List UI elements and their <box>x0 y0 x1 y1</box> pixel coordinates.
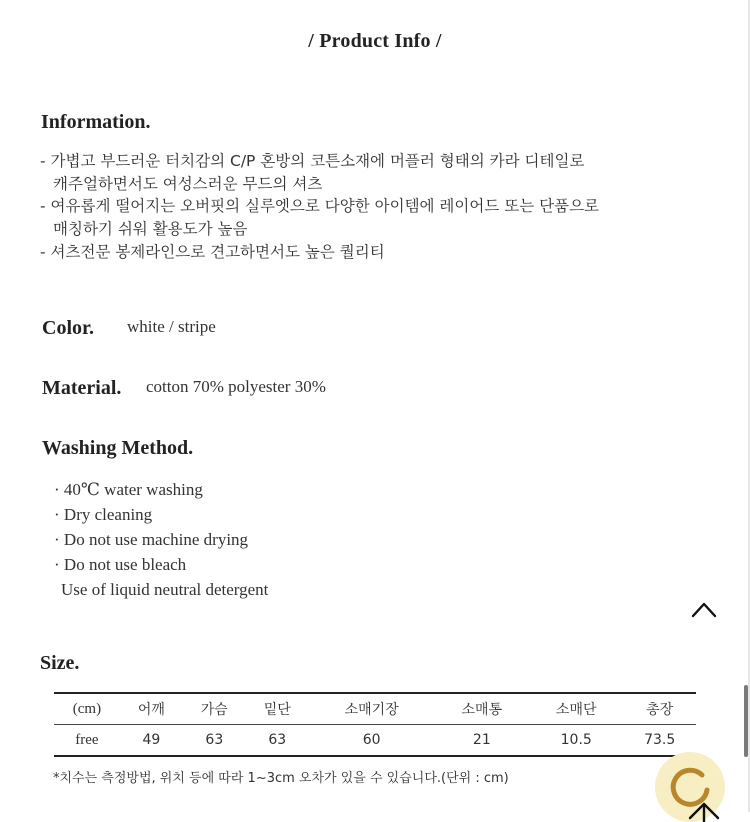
size-column-header: 소매통 <box>461 702 503 718</box>
color-heading: Color. <box>42 317 95 339</box>
color-value: white / stripe <box>127 317 216 336</box>
table-row <box>54 725 696 757</box>
information-item <box>40 241 700 264</box>
size-cell: free <box>75 731 99 748</box>
washing-item: · Dry cleaning <box>54 505 153 524</box>
washing-item: · Do not use machine drying <box>54 530 249 549</box>
information-line: 캐주얼하면서도 여성스러운 무드의 셔츠 <box>53 174 323 193</box>
information-item <box>40 195 700 240</box>
washing-heading: Washing Method. <box>42 437 194 459</box>
information-list <box>40 150 700 264</box>
size-cell: 60 <box>362 732 381 748</box>
information-line: - 가볍고 부드러운 터치감의 C/P 혼방의 코튼소재에 머플러 형태의 카라 디테일로 <box>40 152 585 170</box>
size-column-header: 어깨 <box>137 702 165 718</box>
scroll-top-button[interactable] <box>680 585 728 633</box>
washing-item: · Do not use bleach <box>54 555 187 574</box>
size-column-header: 밑단 <box>263 702 291 718</box>
chevron-up-icon <box>689 599 719 619</box>
information-line: 매칭하기 쉬워 활용도가 높음 <box>53 220 248 239</box>
size-column-header: 소매기장 <box>344 702 399 718</box>
size-cell: 49 <box>142 732 161 748</box>
size-cell: 10.5 <box>560 732 592 748</box>
size-cell: 63 <box>205 732 224 748</box>
material-value: cotton 70% polyester 30% <box>146 377 326 396</box>
page-title: / Product Info / <box>308 30 442 52</box>
size-cell: 63 <box>268 732 287 748</box>
size-heading: Size. <box>40 652 80 674</box>
information-line: - 여유롭게 떨어지는 오버핏의 실루엣으로 다양한 아이템에 레이어드 또는 단품으로 <box>40 197 600 216</box>
washing-list <box>54 477 268 602</box>
size-column-header: 총장 <box>646 702 674 718</box>
size-cell: 73.5 <box>644 732 676 748</box>
information-heading: Information. <box>41 111 151 133</box>
size-table-header-row <box>54 693 696 725</box>
washing-item: Use of liquid neutral detergent <box>61 580 269 599</box>
material-heading: Material. <box>42 377 122 399</box>
size-column-header: (cm) <box>72 700 102 717</box>
size-column-header: 소매단 <box>555 702 597 718</box>
information-item <box>40 150 700 195</box>
scrollbar-thumb[interactable] <box>744 685 748 757</box>
size-table <box>54 692 696 757</box>
information-line: - 셔츠전문 봉제라인으로 견고하면서도 높은 퀄리티 <box>40 242 385 261</box>
scrollbar[interactable] <box>742 0 750 812</box>
size-cell: 21 <box>472 732 491 748</box>
size-column-header: 가슴 <box>200 702 228 718</box>
washing-item: · 40℃ water washing <box>54 480 203 499</box>
size-note: *치수는 측정방법, 위치 등에 따라 1~3cm 오차가 있을 수 있습니다.(단위 : cm) <box>53 771 509 786</box>
arrow-up-icon[interactable] <box>680 792 728 822</box>
